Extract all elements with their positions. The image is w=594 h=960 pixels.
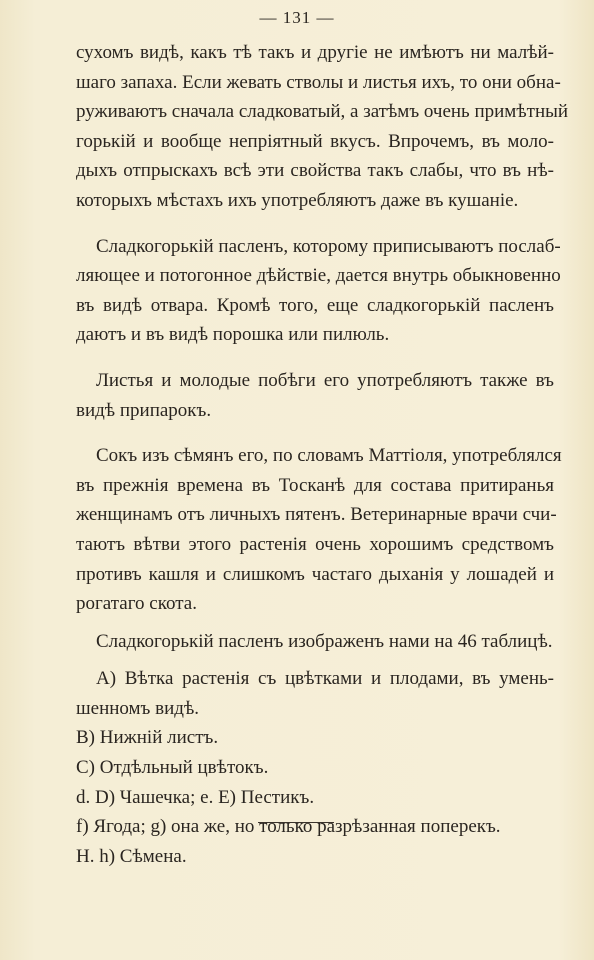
body-text — [76, 38, 569, 871]
text-line: ляющее и потогонное дѣйствіе, дается внутрь обыкновенно — [76, 265, 561, 287]
text-line: Сладкогорькій пасленъ, которому приписываютъ послаб- — [96, 235, 561, 257]
text-line: женщинамъ отъ личныхъ пятенъ. Ветеринарные врачи счи- — [76, 504, 557, 526]
paragraph — [76, 366, 554, 425]
legend-line: B) Нижній листъ. — [76, 727, 219, 749]
text-line: руживаютъ сначала сладковатый, а затѣмъ очень примѣтный — [76, 101, 569, 123]
text-line: шаго запаха. Если жевать стволы и листья ихъ, то они обна- — [76, 71, 561, 93]
closing-rule — [258, 822, 334, 823]
paragraph — [76, 627, 554, 657]
legend-line: шенномъ видѣ. — [76, 697, 200, 719]
legend-line: H. h) Сѣмена. — [76, 845, 187, 867]
legend-line: A) Вѣтка растенія съ цвѣтками и плодами, въ умень- — [96, 668, 554, 690]
text-line: таютъ вѣтви этого растенія очень хорошимъ средствомъ — [76, 533, 554, 555]
text-line: горькій и вообще непріятный вкусъ. Впрочемъ, въ моло- — [76, 130, 554, 152]
text-line: сухомъ видѣ, какъ тѣ такъ и другіе не имѣютъ ни малѣй- — [76, 42, 554, 63]
text-line: рогатаго скота. — [76, 593, 197, 615]
legend-line: d. D) Чашечка; e. E) Пестикъ. — [76, 786, 315, 808]
text-line: Листья и молодые побѣги его употребляютъ также въ — [96, 369, 554, 391]
paragraph — [76, 38, 569, 216]
text-line: видѣ припарокъ. — [76, 399, 212, 421]
paragraph — [76, 441, 562, 619]
text-line: даютъ и въ видѣ порошка или пилюль. — [76, 324, 390, 346]
plate-legend — [76, 664, 554, 871]
legend-line: f) Ягода; g) она же, но только разрѣзанная поперекъ. — [76, 816, 501, 838]
text-line: которыхъ мѣстахъ ихъ употребляютъ даже въ кушаніе. — [76, 189, 519, 211]
text-line: Сладкогорькій пасленъ изображенъ нами на 46 таблицѣ. — [96, 630, 553, 652]
text-line: дыхъ отпрыскахъ всѣ эти свойства такъ слабы, что въ нѣ- — [76, 160, 554, 182]
paragraph — [76, 232, 561, 350]
text-line: Сокъ изъ сѣмянъ его, по словамъ Маттіоля, употреблялся — [96, 445, 562, 467]
text-line: противъ кашля и слишкомъ частаго дыханія у лошадей и — [76, 563, 554, 585]
text-line: въ прежнія времена въ Тосканѣ для состава притиранья — [76, 474, 554, 496]
page-number: — 131 — — [259, 8, 335, 27]
text-line: въ видѣ отвара. Кромѣ того, еще сладкогорькій пасленъ — [76, 294, 554, 316]
legend-line: C) Отдѣльный цвѣтокъ. — [76, 757, 269, 779]
